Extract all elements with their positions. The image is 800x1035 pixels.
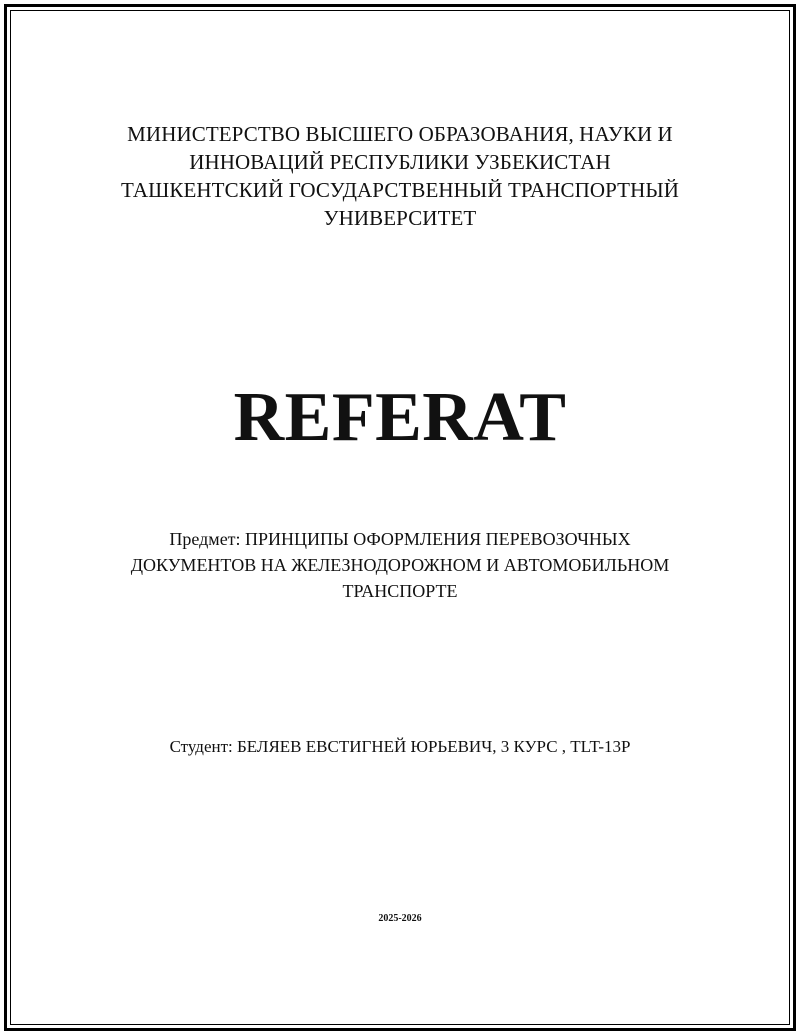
subject-line: ТРАНСПОРТЕ xyxy=(342,581,458,601)
academic-year: 2025-2026 xyxy=(378,913,422,924)
student-info: Студент: БЕЛЯЕВ ЕВСТИГНЕЙ ЮРЬЕВИЧ, 3 КУРС , TLT-13P xyxy=(169,737,631,756)
subject-line: Предмет: ПРИНЦИПЫ ОФОРМЛЕНИЯ ПЕРЕВОЗОЧНЫХ xyxy=(169,529,631,549)
subject-line: ДОКУМЕНТОВ НА ЖЕЛЕЗНОДОРОЖНОМ И АВТОМОБИЛЬНОМ xyxy=(130,555,670,575)
institution-line: ИННОВАЦИЙ РЕСПУБЛИКИ УЗБЕКИСТАН xyxy=(189,150,611,174)
institution-header xyxy=(60,120,740,232)
institution-line: МИНИСТЕРСТВО ВЫСШЕГО ОБРАЗОВАНИЯ, НАУКИ И xyxy=(127,122,673,146)
subject-block xyxy=(80,526,720,604)
institution-line: ТАШКЕНТСКИЙ ГОСУДАРСТВЕННЫЙ ТРАНСПОРТНЫЙ xyxy=(120,178,680,202)
institution-line: УНИВЕРСИТЕТ xyxy=(323,206,477,230)
document-title: REFERAT xyxy=(233,379,567,456)
